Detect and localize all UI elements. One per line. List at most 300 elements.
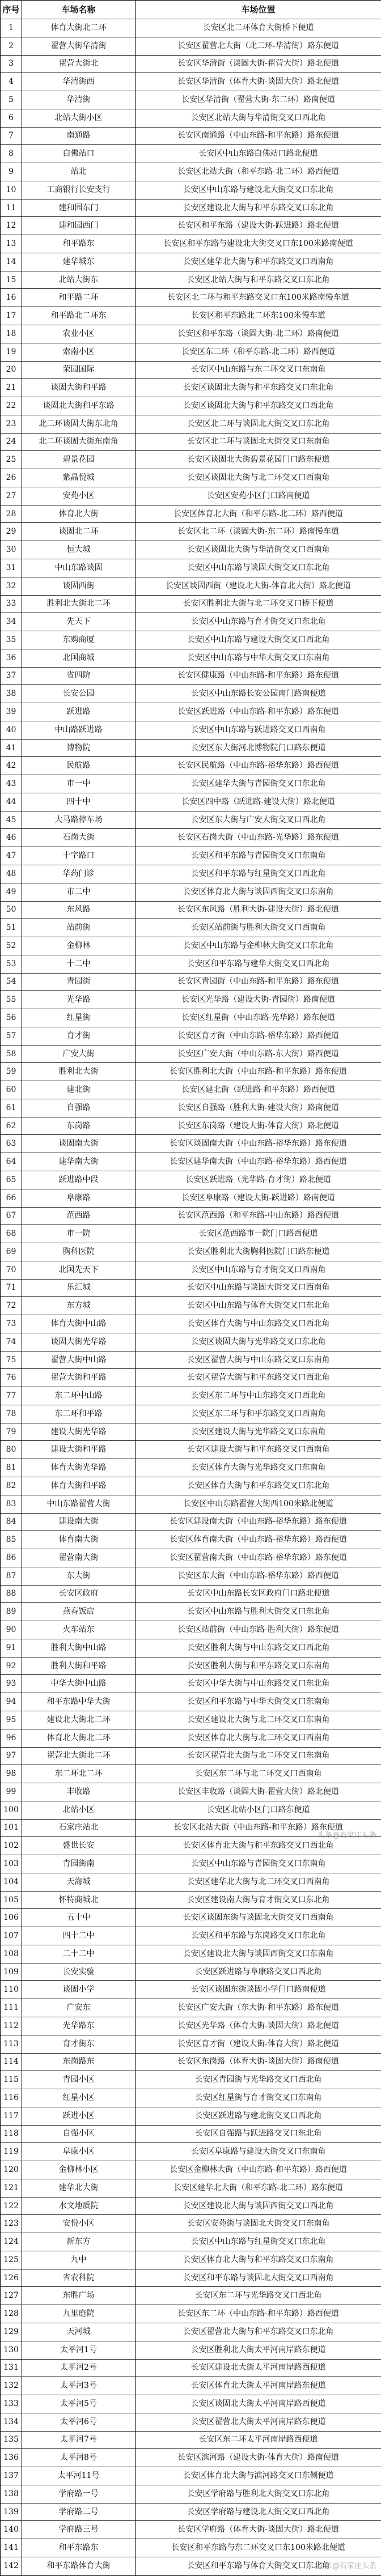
- lot-location: 长安区北站小区门口路东便道: [136, 1801, 381, 1819]
- row-number: 140: [1, 2521, 22, 2539]
- lot-name: 体育大街中山路: [22, 1315, 136, 1333]
- row-number: 130: [1, 2341, 22, 2359]
- lot-name: 胜利北大街北二环: [22, 595, 136, 613]
- lot-name: 胜利大街中山路: [22, 1639, 136, 1657]
- row-number: 48: [1, 865, 22, 883]
- lot-name: 青园小区: [22, 2071, 136, 2089]
- lot-location: 长安区谈固北大街与和平东路交叉口东北角: [136, 379, 381, 397]
- table-body: [1, 19, 381, 2576]
- table-row: [1, 2431, 381, 2449]
- row-number: 118: [1, 2125, 22, 2143]
- lot-location: 长安区东大街与广安大街交叉口西北角: [136, 811, 381, 829]
- row-number: 102: [1, 1837, 22, 1855]
- table-row: [1, 955, 381, 973]
- lot-name: 北站小区: [22, 1801, 136, 1819]
- row-number: 124: [1, 2233, 22, 2251]
- row-number: 79: [1, 1423, 22, 1441]
- row-number: 125: [1, 2251, 22, 2269]
- row-number: 5: [1, 91, 22, 109]
- table-row: [1, 235, 381, 253]
- lot-location: 长安区和平东路与东岗路交叉口东北角: [136, 1927, 381, 1945]
- lot-location: 长安区东二环与中山东路交叉口西北角: [136, 1387, 381, 1405]
- lot-location: 长安区翟营南大街（中山东路-裕华东路）路东便道: [136, 1549, 381, 1567]
- lot-location: 长安区华清街（谈固大街-翟营大街）路北便道: [136, 55, 381, 73]
- table-row: [1, 2539, 381, 2557]
- lot-name: 大马路停车场: [22, 811, 136, 829]
- table-row: [1, 2233, 381, 2251]
- row-number: 69: [1, 1243, 22, 1261]
- table-row: [1, 2395, 381, 2413]
- lot-name: 广安东: [22, 1999, 136, 2017]
- table-row: [1, 433, 381, 451]
- lot-location: 长安区北二环（谈固大街-东二环）路南慢车道: [136, 523, 381, 541]
- table-row: [1, 667, 381, 685]
- table-row: [1, 1639, 381, 1657]
- lot-name: 十二中: [22, 955, 136, 973]
- lot-name: 东岗路东: [22, 2053, 136, 2071]
- lot-name: 广安大街: [22, 1045, 136, 1063]
- lot-location: 长安区和平东路与体育大街交叉口东北角: [136, 2557, 381, 2575]
- lot-location: 长安区北二环与谈固北大街交叉口东南角: [136, 433, 381, 451]
- row-number: 31: [1, 559, 22, 577]
- row-number: 14: [1, 253, 22, 271]
- lot-name: 长安实验: [22, 1963, 136, 1981]
- row-number: 72: [1, 1297, 22, 1315]
- lot-name: 学府路一号: [22, 2485, 136, 2503]
- table-row: [1, 487, 381, 505]
- lot-name: 太平河3号: [22, 2377, 136, 2395]
- lot-name: 九中: [22, 2251, 136, 2269]
- row-number: 84: [1, 1513, 22, 1531]
- table-row: [1, 19, 381, 37]
- lot-name: 翟营大街中山路: [22, 1351, 136, 1369]
- lot-location: 长安区学府路（体育大街-谈固大街）路北便道: [136, 2521, 381, 2539]
- lot-location: 长安区和平东路（谈固大街-北二环）路南便道: [136, 325, 381, 343]
- lot-name: 建设北大街北二环: [22, 1711, 136, 1729]
- lot-location: 长安区石岗大街（中山东路-光华路）路东便道: [136, 829, 381, 847]
- lot-location: 长安区建设北大街与谈固西街交叉口西北角: [136, 2197, 381, 2215]
- row-number: 6: [1, 109, 22, 127]
- table-row: [1, 703, 381, 721]
- lot-name: 南通路: [22, 127, 136, 145]
- lot-name: 自强路: [22, 1099, 136, 1117]
- row-number: 2: [1, 37, 22, 55]
- lot-name: 太平河2号: [22, 2359, 136, 2377]
- table-row: [1, 397, 381, 415]
- lot-name: 太平河6号: [22, 2413, 136, 2431]
- table-row: [1, 1477, 381, 1495]
- table-row: [1, 811, 381, 829]
- lot-name: 四十中: [22, 793, 136, 811]
- lot-name: 体育北大街: [22, 505, 136, 523]
- lot-location: 长安区北二环体育大街桥下便道: [136, 19, 381, 37]
- lot-location: 长安区建北街（跃进路-和平东路）路西便道: [136, 1081, 381, 1099]
- row-number: 116: [1, 2089, 22, 2107]
- table-row: [1, 1189, 381, 1207]
- lot-name: 金柳林小区: [22, 2161, 136, 2179]
- lot-location: 长安区建设南大街与育才街交叉口东北角: [136, 1891, 381, 1909]
- row-number: 99: [1, 1783, 22, 1801]
- lot-location: 长安区跃进路与建北街交叉口西北角: [136, 2107, 381, 2125]
- lot-name: 谈固北大街和平东路: [22, 397, 136, 415]
- table-row: [1, 1441, 381, 1459]
- lot-location: 长安区胜利大街与和平东路交叉口东南角: [136, 1657, 381, 1675]
- row-number: 92: [1, 1657, 22, 1675]
- table-row: [1, 757, 381, 775]
- lot-location: 长安区学府路与建设北大街交叉口西北角: [136, 2503, 381, 2521]
- lot-location: 长安区谈固北大街碧景花园门口路东便道: [136, 451, 381, 469]
- lot-location: 长安区跃进路（中山东路-和平东路）路东便道: [136, 703, 381, 721]
- row-number: 68: [1, 1225, 22, 1243]
- lot-name: 建和园东门: [22, 199, 136, 217]
- table-row: [1, 1495, 381, 1513]
- lot-location: 长安区建设北大街与北二环交叉口东南角: [136, 1711, 381, 1729]
- table-row: [1, 1171, 381, 1189]
- table-row: [1, 181, 381, 199]
- lot-location: 长安区体育北大街与滨河路交叉口东侧便道: [136, 2467, 381, 2485]
- lot-name: 和平东路中华大街: [22, 1693, 136, 1711]
- lot-name: 中山东路翟营大街: [22, 1495, 136, 1513]
- row-number: 41: [1, 739, 22, 757]
- lot-location: 长安区东二环与光华路交叉口西北角: [136, 2287, 381, 2305]
- table-row: [1, 55, 381, 73]
- row-number: 96: [1, 1729, 22, 1747]
- lot-location: 长安区东二环太平河南岸路西便道: [136, 2431, 381, 2449]
- lot-name: 和平东路东: [22, 2539, 136, 2557]
- lot-location: 长安区青园街（中山东路-和平东路）路东便道: [136, 973, 381, 991]
- lot-name: 碧景花园: [22, 451, 136, 469]
- row-number: 113: [1, 2035, 22, 2053]
- row-number: 10: [1, 181, 22, 199]
- table-row: [1, 1819, 381, 1837]
- table-row: [1, 415, 381, 433]
- lot-location: 长安区南通路（中山东路-和平东路）路东便道: [136, 127, 381, 145]
- lot-location: 长安区学府路与胜利北大街交叉口东北角: [136, 2485, 381, 2503]
- lot-name: 五十中: [22, 1909, 136, 1927]
- table-row: [1, 1801, 381, 1819]
- lot-location: 长安区体育北大街与和平东路交叉口东南角: [136, 2251, 381, 2269]
- row-number: 51: [1, 919, 22, 937]
- row-number: 94: [1, 1693, 22, 1711]
- lot-location: 长安区育才街（中山东路-裕华东路）路西便道: [136, 1027, 381, 1045]
- table-row: [1, 1459, 381, 1477]
- table-row: [1, 1243, 381, 1261]
- row-number: 66: [1, 1189, 22, 1207]
- lot-name: 荣园国际: [22, 361, 136, 379]
- row-number: 11: [1, 199, 22, 217]
- lot-location: 长安区中山东路与青园街交叉口东南角: [136, 1855, 381, 1873]
- table-row: [1, 1783, 381, 1801]
- table-row: [1, 1873, 381, 1891]
- lot-location: 长安区东二环（和平东路-北二环）路西便道: [136, 343, 381, 361]
- lot-location: 长安区和平东路与中华大街交叉口东南角: [136, 1693, 381, 1711]
- lot-location: 长安区中山东路与跃进路交叉口西南角: [136, 721, 381, 739]
- lot-name: 太平河11号: [22, 2467, 136, 2485]
- lot-location: 长安区胜利北大街胸科医院门口路东便道: [136, 1243, 381, 1261]
- lot-name: 乐汇城: [22, 1279, 136, 1297]
- table-row: [1, 1585, 381, 1603]
- table-row: [1, 253, 381, 271]
- row-number: 12: [1, 217, 22, 235]
- lot-location: 长安区广安大街（东大街-和平东路）路东便道: [136, 1999, 381, 2017]
- lot-name: 青园街: [22, 973, 136, 991]
- table-row: [1, 1513, 381, 1531]
- lot-name: 东二环和平路: [22, 1405, 136, 1423]
- row-number: 131: [1, 2359, 22, 2377]
- lot-location: 长安区中华大街与中山东路交叉口东北角: [136, 1675, 381, 1693]
- lot-name: 建华城东: [22, 253, 136, 271]
- table-row: [1, 1045, 381, 1063]
- table-row: [1, 505, 381, 523]
- lot-location: 长安区四中路（跃进路-建设大街）路北便道: [136, 793, 381, 811]
- lot-name: 太平河5号: [22, 2395, 136, 2413]
- row-number: 4: [1, 73, 22, 91]
- row-number: 112: [1, 2017, 22, 2035]
- lot-name: 先天下: [22, 613, 136, 631]
- lot-name: 中华大街中山路: [22, 1675, 136, 1693]
- lot-location: 长安区中山东路与建设北大街交叉口东北角: [136, 181, 381, 199]
- row-number: 27: [1, 487, 22, 505]
- lot-name: 光华路东: [22, 2017, 136, 2035]
- watermark: 头条@石家庄头条: [317, 1831, 376, 1840]
- table-row: [1, 2161, 381, 2179]
- table-row: [1, 2323, 381, 2341]
- row-number: 105: [1, 1891, 22, 1909]
- lot-name: 体育南大街: [22, 1531, 136, 1549]
- row-number: 65: [1, 1171, 22, 1189]
- lot-location: 长安区中山东路白佛站口路北便道: [136, 145, 381, 163]
- table-row: [1, 2089, 381, 2107]
- table-row: [1, 1207, 381, 1225]
- table-row: [1, 1621, 381, 1639]
- row-number: 139: [1, 2503, 22, 2521]
- lot-name: 体育北大街北二环: [22, 1729, 136, 1747]
- lot-name: 燕春饭店: [22, 1603, 136, 1621]
- row-number: 58: [1, 1045, 22, 1063]
- lot-name: 谈固北二环: [22, 523, 136, 541]
- lot-location: 长安区中山东路与胜利大街交叉口东北角: [136, 1603, 381, 1621]
- table-row: [1, 127, 381, 145]
- table-row: [1, 1099, 381, 1117]
- lot-name: 农业小区: [22, 325, 136, 343]
- row-number: 60: [1, 1081, 22, 1099]
- lot-location: 长安区胜利北大街与北二环交叉口桥下便道: [136, 595, 381, 613]
- row-number: 8: [1, 145, 22, 163]
- header-location: 车场位置: [136, 1, 381, 19]
- row-number: 122: [1, 2197, 22, 2215]
- row-number: 34: [1, 613, 22, 631]
- lot-name: 博物院: [22, 739, 136, 757]
- lot-location: 长安区翟营大街与中山东路交叉口东南角: [136, 1351, 381, 1369]
- row-number: 53: [1, 955, 22, 973]
- row-number: 61: [1, 1099, 22, 1117]
- row-number: 43: [1, 775, 22, 793]
- table-row: [1, 1855, 381, 1873]
- lot-name: 胜利大街和平路: [22, 1657, 136, 1675]
- lot-location: 长安区建华南大街（中山东路-裕华东路）路西便道: [136, 1153, 381, 1171]
- lot-name: 金柳林: [22, 937, 136, 955]
- lot-name: 北站大街东: [22, 271, 136, 289]
- row-number: 19: [1, 343, 22, 361]
- lot-name: 体育大街和平路: [22, 1477, 136, 1495]
- row-number: 134: [1, 2413, 22, 2431]
- lot-location: 长安区中山东路长安公园南门路南便道: [136, 685, 381, 703]
- lot-location: 长安区体育大街与中山东路交叉口西北角: [136, 1315, 381, 1333]
- table-row: [1, 271, 381, 289]
- table-row: [1, 1747, 381, 1765]
- lot-location: 长安区和平东路与谈固北大街交叉口西南角: [136, 2269, 381, 2287]
- lot-name: 安悦小区: [22, 2215, 136, 2233]
- lot-name: 省农科院: [22, 2269, 136, 2287]
- table-row: [1, 1891, 381, 1909]
- table-row: [1, 901, 381, 919]
- row-number: 28: [1, 505, 22, 523]
- lot-location: 长安区和平东路与东二环交叉口东100米路北便道: [136, 2539, 381, 2557]
- lot-name: 谈固西街: [22, 577, 136, 595]
- lot-location: 长安区安苑街与谈固北大街交叉口东南角: [136, 2215, 381, 2233]
- row-number: 135: [1, 2431, 22, 2449]
- lot-name: 体育大街北二环: [22, 19, 136, 37]
- table-row: [1, 721, 381, 739]
- lot-name: 谈固南大街: [22, 1135, 136, 1153]
- lot-name: 体育大街光华路: [22, 1459, 136, 1477]
- row-number: 110: [1, 1981, 22, 1999]
- lot-name: 天海城: [22, 1873, 136, 1891]
- lot-location: 长安区跃进路（光华路-育才街）路北便道: [136, 1171, 381, 1189]
- row-number: 49: [1, 883, 22, 901]
- lot-name: 翟营大街和平路: [22, 1369, 136, 1387]
- row-number: 132: [1, 2377, 22, 2395]
- lot-location: 长安区中山东路翟营大街西100米路北便道: [136, 1495, 381, 1513]
- row-number: 17: [1, 307, 22, 325]
- row-number: 26: [1, 469, 22, 487]
- lot-location: 长安区北站大街（中山东路-和平东路）路东便道: [136, 1819, 381, 1837]
- table-row: [1, 2485, 381, 2503]
- table-header: [1, 1, 381, 19]
- lot-name: 安苑小区: [22, 487, 136, 505]
- table-row: [1, 2035, 381, 2053]
- lot-name: 建设南大街: [22, 1513, 136, 1531]
- row-number: 77: [1, 1387, 22, 1405]
- lot-location: 长安区建华大街与青园街交叉口东北角: [136, 775, 381, 793]
- lot-name: 胸科医院: [22, 1243, 136, 1261]
- table-row: [1, 1945, 381, 1963]
- lot-name: 恒大城: [22, 541, 136, 559]
- table-row: [1, 1315, 381, 1333]
- lot-location: 长安区翟营北大街与北二环交叉口东南角: [136, 1747, 381, 1765]
- lot-name: 范西路: [22, 1207, 136, 1225]
- table-row: [1, 1063, 381, 1081]
- row-number: 32: [1, 577, 22, 595]
- table-row: [1, 1333, 381, 1351]
- lot-name: 翟营北大街北二环: [22, 1747, 136, 1765]
- lot-name: 市一院: [22, 1225, 136, 1243]
- lot-name: 和平路东: [22, 235, 136, 253]
- lot-location: 长安区东大街（中山东路-裕华东路）路西便道: [136, 1567, 381, 1585]
- lot-location: 长安区和平东路与青园街交叉口东南角: [136, 847, 381, 865]
- row-number: 78: [1, 1405, 22, 1423]
- table-row: [1, 613, 381, 631]
- lot-location: 长安区健康路（中山东路-和平东路）路东便道: [136, 667, 381, 685]
- table-row: [1, 559, 381, 577]
- lot-location: 长安区中山东路长安区政府门口路北便道: [136, 1585, 381, 1603]
- lot-location: 长安区建设大街与光华路交叉口东南角: [136, 1423, 381, 1441]
- table-row: [1, 451, 381, 469]
- lot-location: 长安区建设南大街（中山东路-裕华东路）路东便道: [136, 1513, 381, 1531]
- lot-location: 长安区体育北大街与谈固西街交叉口东南角: [136, 883, 381, 901]
- row-number: 83: [1, 1495, 22, 1513]
- lot-location: 长安区华清街（体育大街-谈固大街）路北便道: [136, 73, 381, 91]
- lot-location: 长安区范西路（和平东路-中山东路）路西便道: [136, 1207, 381, 1225]
- lot-location: 长安区翟营北大街与和平东路交叉口东北角: [136, 2323, 381, 2341]
- row-number: 119: [1, 2143, 22, 2161]
- lot-name: 太平河1号: [22, 2341, 136, 2359]
- row-number: 120: [1, 2161, 22, 2179]
- row-number: 73: [1, 1315, 22, 1333]
- lot-name: 翟营南大街: [22, 1549, 136, 1567]
- lot-name: 九里庭院: [22, 2305, 136, 2323]
- row-number: 18: [1, 325, 22, 343]
- lot-location: 长安区体育南大街（中山东路-裕华东路）路西便道: [136, 1531, 381, 1549]
- lot-location: 长安区胜利北大街（中山东路-和平东路）路东便道: [136, 1063, 381, 1081]
- lot-name: 十字路口: [22, 847, 136, 865]
- lot-location: 长安区建华北大街（和平东路-北二环）路东便道: [136, 2179, 381, 2197]
- table-row: [1, 1279, 381, 1297]
- lot-name: 华清街西: [22, 73, 136, 91]
- row-number: 71: [1, 1279, 22, 1297]
- lot-location: 长安区建华北大街与和平东路交叉口西南角: [136, 253, 381, 271]
- row-number: 55: [1, 991, 22, 1009]
- row-number: 42: [1, 757, 22, 775]
- lot-name: 翟营大街华清街: [22, 37, 136, 55]
- lot-location: 长安区华清街（翟营大街-东二环）路南便道: [136, 91, 381, 109]
- row-number: 9: [1, 163, 22, 181]
- lot-name: 谈固大街和平路: [22, 379, 136, 397]
- lot-name: 市一中: [22, 775, 136, 793]
- row-number: 57: [1, 1027, 22, 1045]
- table-row: [1, 1549, 381, 1567]
- table-row: [1, 1963, 381, 1981]
- row-number: 106: [1, 1909, 22, 1927]
- lot-name: 学府路三号: [22, 2521, 136, 2539]
- table-row: [1, 865, 381, 883]
- table-row: [1, 1567, 381, 1585]
- lot-location: 长安区和平东路北二环东100米慢车道: [136, 307, 381, 325]
- table-row: [1, 2107, 381, 2125]
- table-row: [1, 649, 381, 667]
- lot-name: 跃进路: [22, 703, 136, 721]
- table-row: [1, 2359, 381, 2377]
- lot-location: 长安区体育北大街与和平东路交叉口西北角: [136, 1837, 381, 1855]
- row-number: 35: [1, 631, 22, 649]
- table-row: [1, 973, 381, 991]
- table-row: [1, 1675, 381, 1693]
- row-number: 111: [1, 1999, 22, 2017]
- lot-location: 长安区翟营北大街（北二环-华清街）路东便道: [136, 37, 381, 55]
- table-row: [1, 1387, 381, 1405]
- row-number: 108: [1, 1945, 22, 1963]
- lot-location: 长安区自强路（胜利大街-建设大街）路南便道: [136, 1099, 381, 1117]
- header-name: 车场名称: [22, 1, 136, 19]
- table-row: [1, 379, 381, 397]
- row-number: 109: [1, 1963, 22, 1981]
- lot-location: 长安区东大街河北博物院门口路东便道: [136, 739, 381, 757]
- table-row: [1, 2197, 381, 2215]
- table-row: [1, 2557, 381, 2575]
- lot-name: 华药门诊: [22, 865, 136, 883]
- table-row: [1, 919, 381, 937]
- row-number: 129: [1, 2323, 22, 2341]
